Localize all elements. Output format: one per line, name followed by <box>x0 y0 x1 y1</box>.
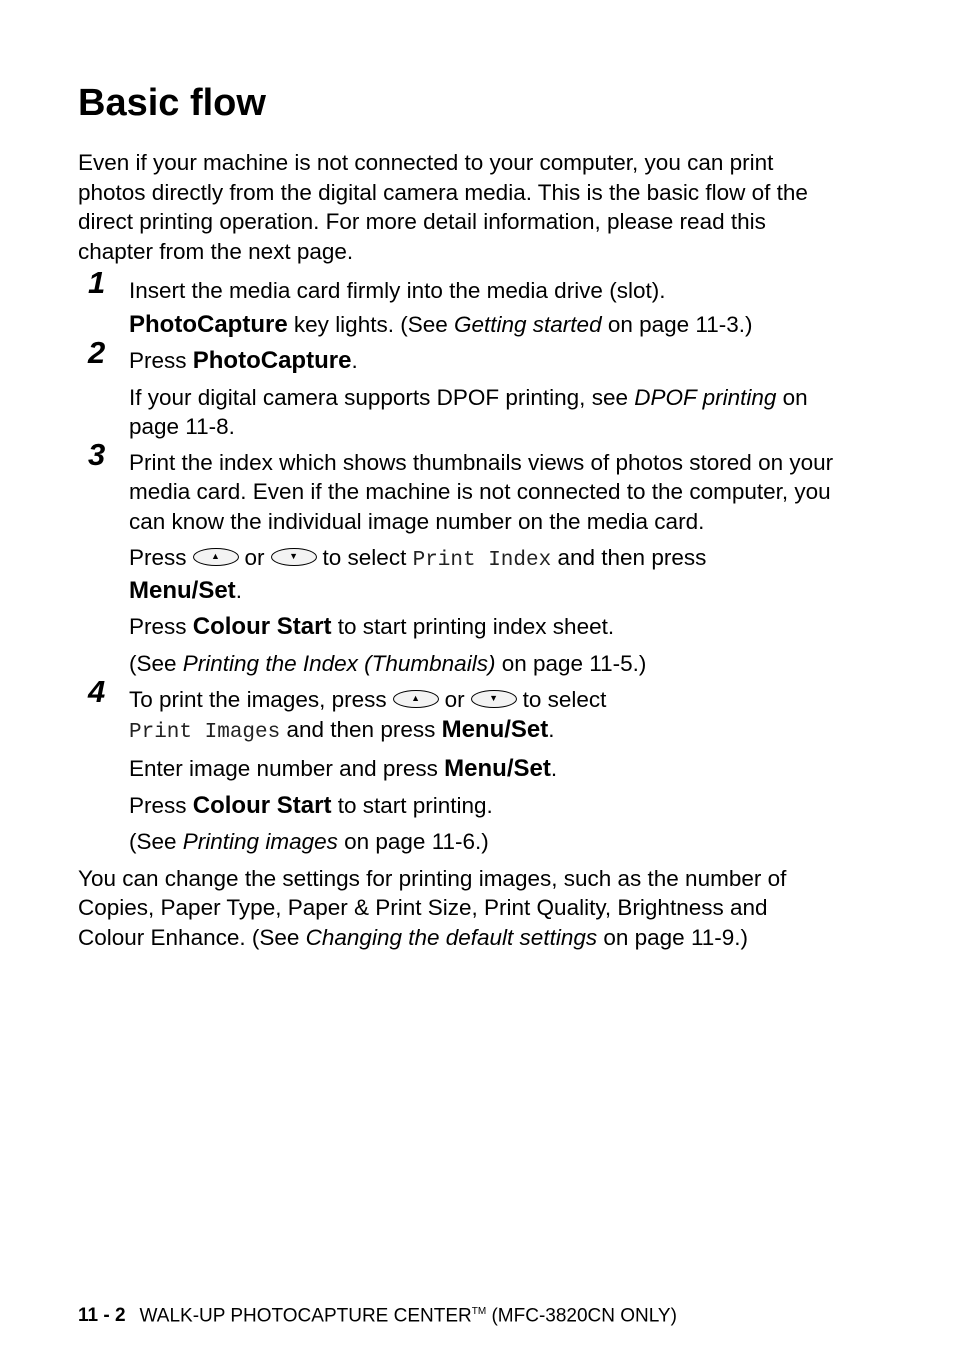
step-1 <box>78 265 838 339</box>
step-number: 3 <box>88 436 106 472</box>
footer-model: (MFC-3820CN ONLY) <box>486 1305 677 1327</box>
step-number: 1 <box>88 265 106 300</box>
step-number: 4 <box>88 674 106 709</box>
down-arrow-button-icon: ▼ <box>471 690 517 708</box>
step-4 <box>78 674 838 857</box>
step-4-start: Press Colour Start to start printing. <box>129 791 493 819</box>
step-3 <box>78 436 838 679</box>
lcd-text: Print Index <box>412 549 552 572</box>
step-2-sub: If your digital camera supports DPOF printing, see DPOF printing on page 11-8. <box>129 384 808 439</box>
up-arrow-button-icon: ▲ <box>393 690 439 708</box>
lcd-text: Print Images <box>129 720 281 744</box>
up-arrow-button-icon: ▲ <box>193 548 239 566</box>
step-number: 2 <box>88 335 106 370</box>
page-content <box>78 80 838 975</box>
step-3-start: Press Colour Start to start printing index sheet. <box>129 613 615 640</box>
page-title: Basic flow <box>78 82 266 124</box>
page-number: 11 - 2 <box>78 1305 126 1327</box>
step-1-text: Insert the media card firmly into the media drive (slot). <box>129 278 666 303</box>
down-arrow-button-icon: ▼ <box>271 548 317 566</box>
step-3-select: Press ▲ or ▼ to select Print Index and then press Menu/Set. <box>129 545 707 604</box>
step-4-text: To print the images, press ▲ or ▼ to select Print Images and then press Menu/Set. <box>129 687 607 744</box>
step-3-see: (See Printing the Index (Thumbnails) on page 11-5.) <box>129 650 647 676</box>
footer-title: WALK-UP PHOTOCAPTURE CENTER <box>139 1305 472 1327</box>
step-4-enter: Enter image number and press Menu/Set. <box>129 755 558 782</box>
intro-paragraph: Even if your machine is not connected to your computer, you can print photos directly from the digital camera media. This is the basic flow of the direct printing operation. For more detail information, please read this chapter from the next page. <box>78 150 808 264</box>
outro-paragraph: You can change the settings for printing images, such as the number of Copies, Paper Type, Paper & Print Size, Print Quality, Brightness and Colour Enhance. (See Changing the default settings on page 11-9.) <box>78 865 787 950</box>
step-2-text: Press PhotoCapture. <box>129 347 358 374</box>
step-3-text: Print the index which shows thumbnails views of photos stored on your media card. Even if the machine is not connected to the computer, you can know the individual image number on the media card. <box>129 449 834 534</box>
page-footer <box>78 1300 677 1328</box>
step-1-sub: PhotoCapture key lights. (See Getting started on page 11-3.) <box>129 310 753 338</box>
step-2 <box>78 335 838 442</box>
step-4-see: (See Printing images on page 11-6.) <box>129 829 489 854</box>
trademark: TM <box>471 1306 487 1317</box>
